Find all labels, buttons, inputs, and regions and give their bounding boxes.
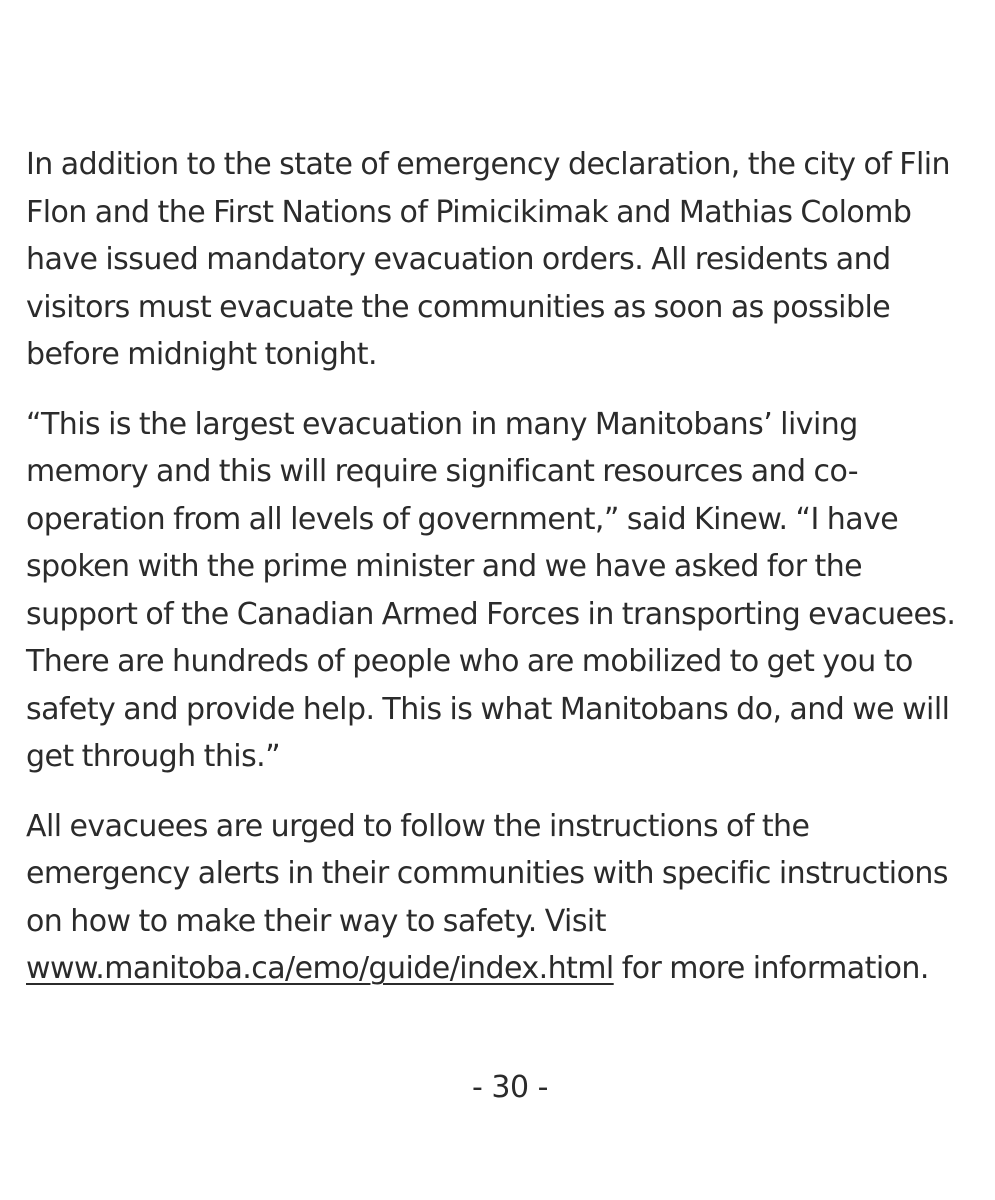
paragraph-instructions (26, 803, 976, 993)
paragraph-evacuation-orders: In addition to the state of emergency declaration, the city of Flin Flon and the First Nations of Pimicikimak and Mathias Colomb have issued mandatory evacuation orders. All residents and visitors must evacuate the communities as soon as possible before midnight tonight. (26, 147, 951, 372)
instructions-text-before-link: All evacuees are urged to follow the instructions of the emergency alerts in their communities with specific instructions on how to make their way to safety. Visit (26, 808, 948, 939)
emo-guide-link[interactable]: www.manitoba.ca/emo/guide/index.html (26, 951, 614, 986)
instructions-text-after-link: for more information. (613, 951, 929, 986)
document-body (26, 141, 976, 1015)
paragraph-kinew-quote: “This is the largest evacuation in many Manitobans’ living memory and this will require significant resources and co-operation from all levels of government,” said Kinew. “I have spoken with the prime minister and we have asked for the support of the Canadian Armed Forces in transporting evacuees. There are hundreds of people who are mobilized to get you to safety and provide help. This is what Manitobans do, and we will get through this.” (26, 406, 956, 774)
end-mark: - 30 - (472, 1070, 548, 1105)
